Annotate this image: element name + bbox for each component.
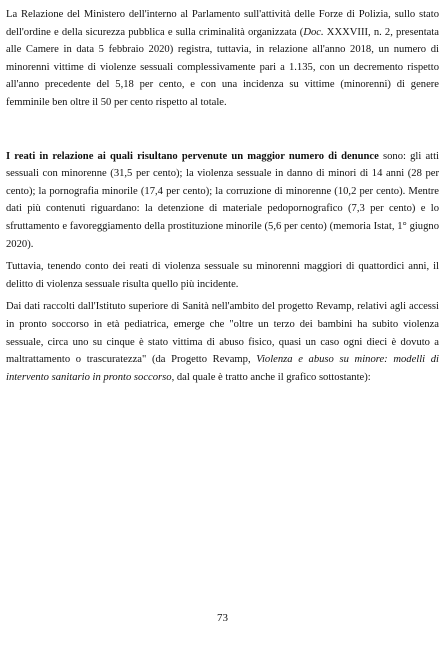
paragraph-text: sono: gli atti sessuali con minorenne (31,5 per cento); la violenza sessuale in danno di minori di 14 anni (28 per cento); la pornografia minorile (17,4 per cento); la corruzione di minorenne (10,2 per cento). Mentre dati più contenuti riguardano: la detenzione di materiale pedopornografico (7,3 per cento) e lo sfruttamento e favoreggiamento della prostituzione minorile (5,6 per cento) (memoria Istat, 1° giugno 2020).: [6, 150, 439, 250]
bold-lead-text: I reati in relazione ai quali risultano pervenute un maggior numero di denunce: [6, 150, 379, 162]
italic-publication-title: Violenza e abuso su minore: modelli di intervento sanitario in pronto soccorso: [6, 354, 439, 383]
paragraph-text: XXXVIII, n. 2, presentata alle Camere in data 5 febbraio 2020) registra, tuttavia, in relazione all'anno 2018, un numero di minorenni vittime di violenze sessuali complessivamente pari a 1.135, con un decremento rispetto all'anno precedente del 5,18 per cento, e con una incidenza su vittime (minorenni) di genere femminile ben oltre il 50 per cento rispetto al totale.: [6, 26, 439, 108]
paragraph-text: Dai dati raccolti dall'Istituto superiore di Sanità nell'ambito del progetto Revamp, relativi agli accessi in pronto soccorso in età pediatrica, emerge che "oltre un terzo dei bambini ha subito violenza sessuale, circa uno su cinque è stato vittima di abuso fisico, quasi un caso ogni dieci è dovuto a maltrattamento o trascuratezza" (da Progetto Revamp,: [6, 301, 439, 366]
italic-doc-reference: Doc.: [303, 26, 324, 38]
paragraph-relazione-ministero: [6, 6, 439, 112]
paragraph-progetto-revamp: [6, 298, 439, 386]
paragraph-text: La Relazione del Ministero dell'interno al Parlamento sull'attività delle Forze di Polizia, sullo stato dell'ordine e della sicurezza pubblica e sulla criminalità organizzata (: [6, 9, 439, 38]
paragraph-reati-denunce: [6, 148, 439, 254]
paragraph-violenza-sessuale: [6, 258, 439, 293]
paragraph-text: , dal quale è tratto anche il grafico sottostante):: [171, 371, 371, 383]
paragraph-text: Tuttavia, tenendo conto dei reati di violenza sessuale su minorenni maggiori di quattordici anni, il delitto di violenza sessuale risulta quello più incidente.: [6, 261, 439, 290]
page-number: 73: [217, 612, 228, 624]
